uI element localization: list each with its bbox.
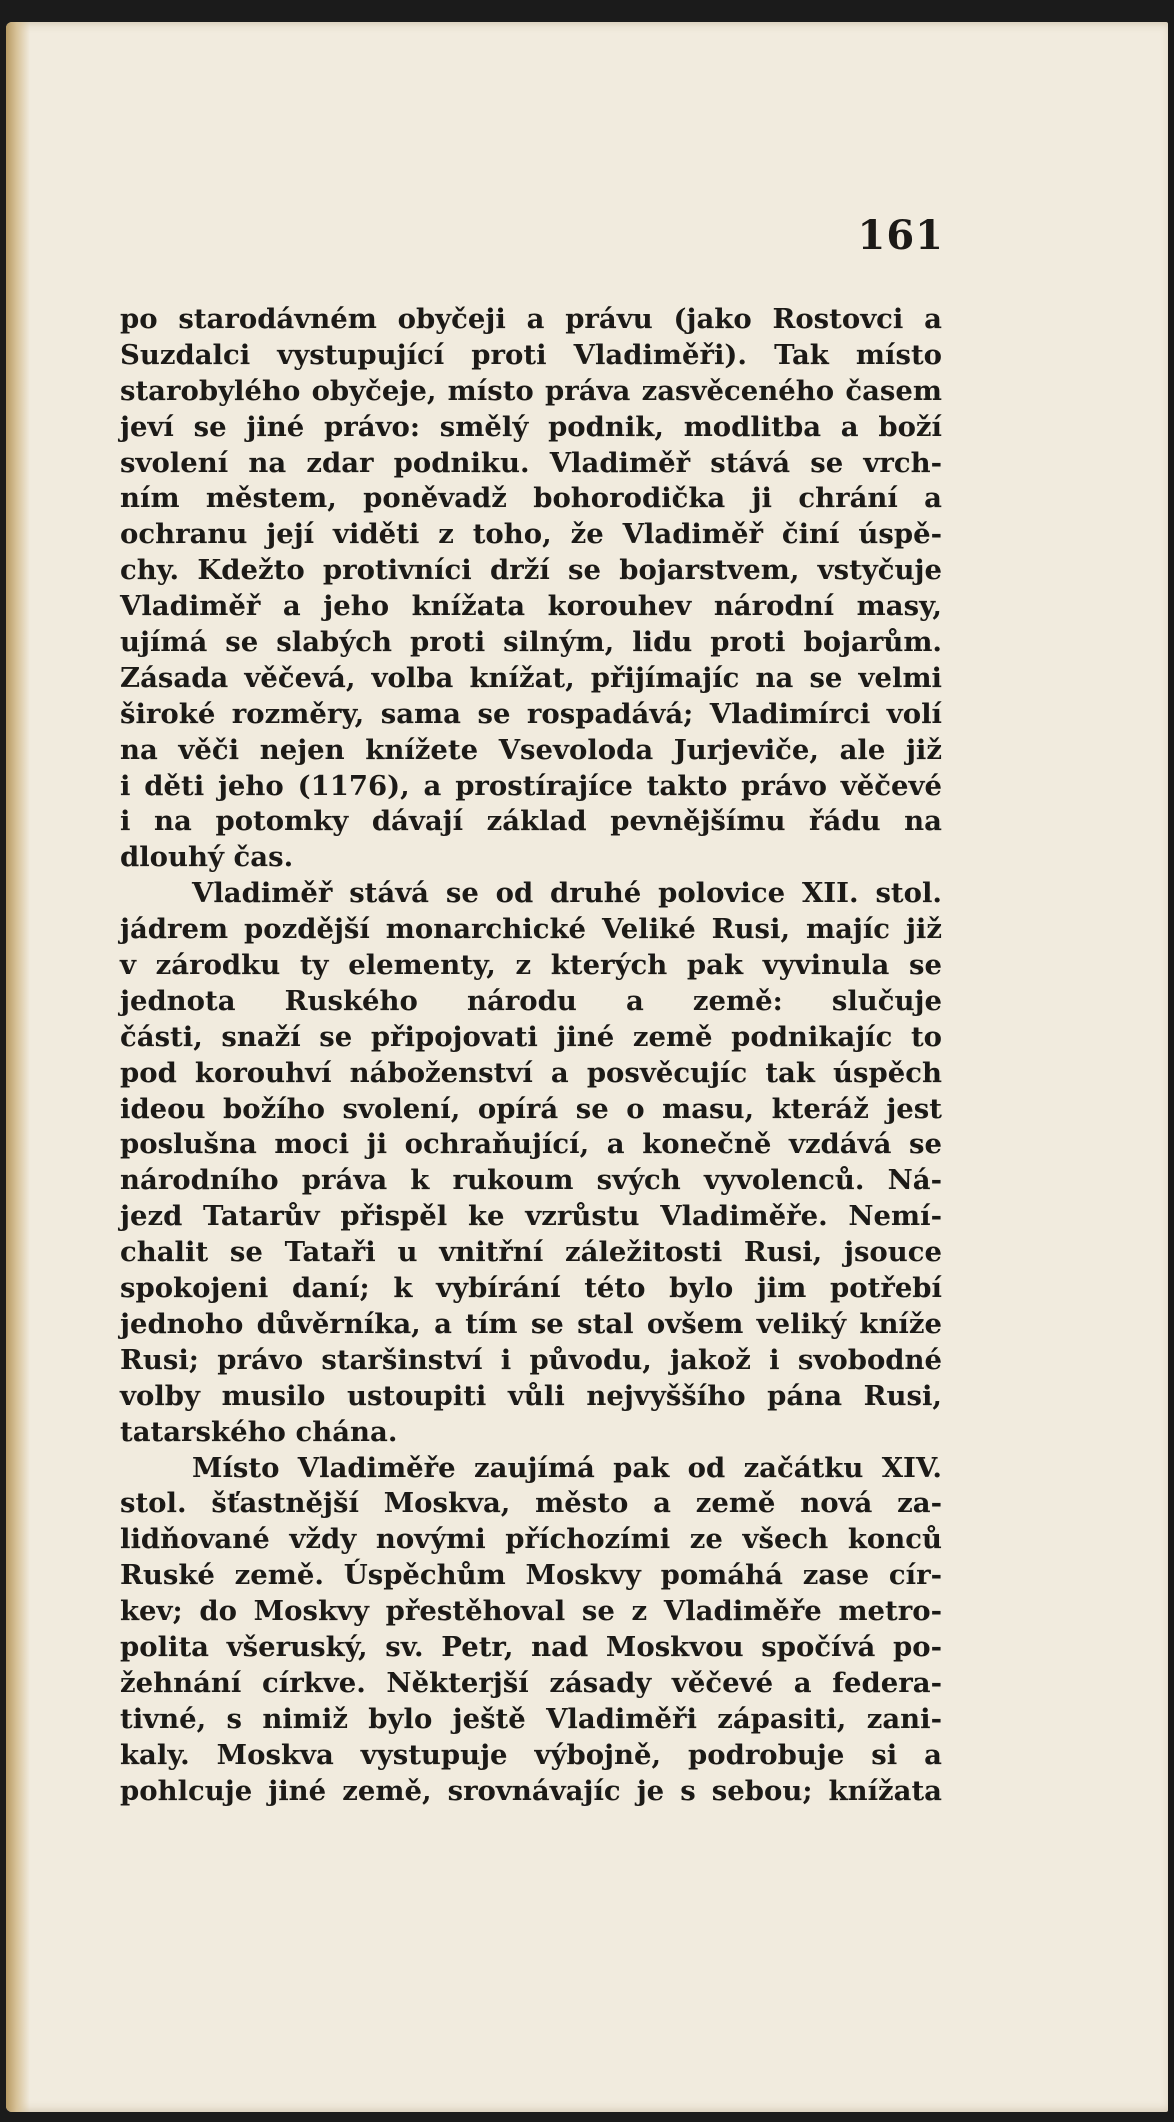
text-line: pohlcuje jiné země, srovnávajíc je s sebou; knížata	[120, 1774, 942, 1807]
page-number: 161	[857, 212, 944, 259]
text-line: tivné, s nimiž bylo ještě Vladiměři zápasiti, zani-	[120, 1702, 942, 1735]
text-line: kaly. Moskva vystupuje výbojně, podrobuje si a	[120, 1738, 942, 1771]
text-line: části, snaží se připojovati jiné země podnikajíc to	[120, 1020, 942, 1053]
text-line: spokojeni daní; k vybírání této bylo jim potřebí	[120, 1272, 942, 1305]
text-line: Rusi; právo staršinství i původu, jakož i svobodné	[120, 1343, 942, 1376]
text-line: dlouhý čas.	[120, 841, 294, 874]
text-line: v zárodku ty elementy, z kterých pak vyvinula se	[120, 949, 942, 982]
text-line: jednota Ruského národu a země: slučuje	[120, 984, 942, 1017]
text-line: kev; do Moskvy přestěhoval se z Vladiměře metro-	[120, 1595, 942, 1628]
text-line: Suzdalci vystupující proti Vladiměři). Tak místo	[120, 338, 942, 371]
text-line: tatarského chána.	[120, 1415, 398, 1448]
paragraph-start: Místo Vladiměře zaujímá pak od začátku XIV.	[192, 1451, 942, 1484]
text-line: jeví se jiné právo: smělý podnik, modlitba a boží	[120, 410, 942, 443]
text-line: Ruské země. Úspěchům Moskvy pomáhá zase cír-	[120, 1559, 942, 1592]
text-line: žehnání církve. Některjší zásady věčevé a federa-	[120, 1666, 942, 1699]
text-line: pod korouhví náboženství a posvěcujíc tak úspěch	[120, 1056, 942, 1089]
text-line: svolení na zdar podniku. Vladiměř stává se vrch-	[120, 446, 942, 479]
paragraph-start: Vladiměř stává se od druhé polovice XII. stol.	[192, 877, 942, 910]
text-line: jednoho důvěrníka, a tím se stal ovšem veliký kníže	[120, 1307, 942, 1340]
text-line: ujímá se slabých proti silným, lidu proti bojarům.	[120, 626, 942, 659]
text-line: starobylého obyčeje, místo práva zasvěceného časem	[120, 374, 942, 407]
body-text	[120, 302, 942, 1809]
text-line: na věči nejen knížete Vsevoloda Jurjeviče, ale již	[120, 733, 942, 766]
text-line: po starodávném obyčeji a právu (jako Rostovci a	[120, 303, 942, 335]
text-line: národního práva k rukoum svých vyvolenců. Ná-	[120, 1164, 942, 1197]
text-line: i na potomky dávají základ pevnějšímu řádu na	[120, 805, 942, 838]
text-line: ochranu její viděti z toho, že Vladiměř činí úspě-	[120, 518, 942, 551]
text-line: polita všeruský, sv. Petr, nad Moskvou spočívá po-	[120, 1630, 942, 1663]
text-line: chy. Kdežto protivníci drží se bojarstvem, vstyčuje	[120, 554, 942, 587]
text-line: i děti jeho (1176), a prostírajíce takto právo věčevé	[120, 769, 942, 802]
text-line: ideou božího svolení, opírá se o masu, kteráž jest	[120, 1092, 942, 1125]
text-line: poslušna moci ji ochraňující, a konečně vzdává se	[120, 1128, 942, 1161]
text-line: jezd Tatarův přispěl ke vzrůstu Vladiměře. Nemí-	[120, 1200, 942, 1233]
text-line: lidňované vždy novými příchozími ze všech konců	[120, 1523, 942, 1556]
text-line: široké rozměry, sama se rospadává; Vladimírci volí	[120, 697, 942, 730]
text-line: chalit se Tataři u vnitřní záležitosti Rusi, jsouce	[120, 1236, 942, 1269]
text-line: jádrem pozdější monarchické Veliké Rusi, majíc již	[120, 913, 942, 946]
text-line: Vladiměř a jeho knížata korouhev národní masy,	[120, 590, 942, 623]
text-line: Zásada věčevá, volba knížat, přijímajíc na se velmi	[120, 661, 942, 694]
text-line: ním městem, poněvadž bohorodička ji chrání a	[120, 482, 942, 515]
page-binding-shadow	[6, 22, 30, 2112]
text-line: stol. šťastnější Moskva, město a země nová za-	[120, 1487, 942, 1520]
text-line: volby musilo ustoupiti vůli nejvyššího pána Rusi,	[120, 1379, 942, 1412]
